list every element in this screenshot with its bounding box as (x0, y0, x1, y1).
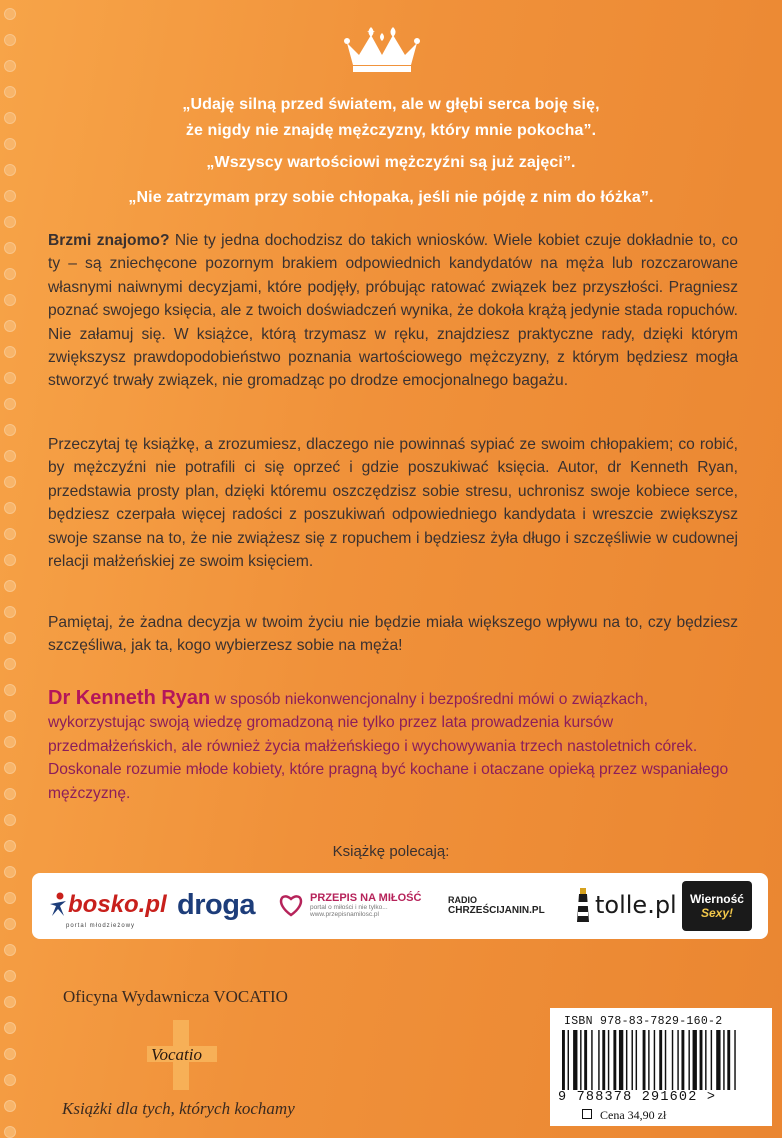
tolle-text: tolle.pl (595, 891, 677, 919)
spiral-dot (4, 892, 16, 904)
barcode-bar (659, 1030, 662, 1090)
spiral-dot (4, 1048, 16, 1060)
spiral-dot (4, 762, 16, 774)
spiral-dot (4, 320, 16, 332)
isbn-number: ISBN 978-83-7829-160-2 (564, 1015, 723, 1028)
spiral-dot (4, 346, 16, 358)
droga-logo (177, 883, 255, 927)
publisher-name: Oficyna Wydawnicza VOCATIO (63, 987, 288, 1006)
barcode-bar (665, 1030, 666, 1090)
spiral-dot (4, 528, 16, 540)
publisher-tagline: Książki dla tych, których kochamy (62, 1099, 295, 1118)
barcode-bar (654, 1030, 655, 1090)
barcode-bar (727, 1030, 730, 1090)
intro-paragraph (48, 229, 738, 393)
isbn-barcode (550, 1008, 772, 1126)
price-checkbox (582, 1109, 592, 1119)
barcode-bar (643, 1030, 646, 1090)
barcode-bar (580, 1030, 581, 1090)
recommend-label: Książkę polecają: (332, 843, 450, 860)
barcode-bars (562, 1030, 750, 1090)
spiral-dot (4, 996, 16, 1008)
spiral-dot (4, 60, 16, 72)
barcode-bar (681, 1030, 684, 1090)
przepis-title: PRZEPIS NA MIŁOŚĆ (310, 892, 422, 904)
spiral-dot (4, 944, 16, 956)
przepis-na-milosc-logo (278, 883, 428, 927)
barcode-bar (672, 1030, 673, 1090)
barcode-bar (573, 1030, 577, 1090)
bosko-logo (48, 883, 167, 927)
barcode-bar (636, 1030, 637, 1090)
bosko-figure-icon (48, 892, 68, 918)
spiral-dot (4, 580, 16, 592)
spiral-dot (4, 606, 16, 618)
radio-bottom-text: CHRZEŚCIJANIN.PL (448, 904, 545, 916)
author-paragraph (48, 687, 738, 805)
barcode-bar (602, 1030, 605, 1090)
barcode-bar (632, 1030, 633, 1090)
quote-line-4: „Nie zatrzymam przy sobie chłopaka, jeśli nie pójdę z nim do łóżka”. (128, 189, 654, 206)
wiernosc-bottom-text: Sexy! (700, 906, 734, 920)
spiral-dot (4, 450, 16, 462)
spiral-dot (4, 554, 16, 566)
spiral-dot (4, 242, 16, 254)
spiral-dot (4, 476, 16, 488)
heart-icon (278, 893, 304, 917)
bosko-text: bosko.pl (68, 891, 167, 918)
spiral-dot (4, 502, 16, 514)
barcode-digits: 9 788378 291602 > (558, 1090, 717, 1105)
barcode-bar (734, 1030, 735, 1090)
barcode-bar (716, 1030, 720, 1090)
paragraph-3: Pamiętaj, że żadna decyzja w twoim życiu nie będzie miała większego wpływu na to, czy będziesz szczęśliwa, jak ta, kogo wybierzesz sobie na męża! (48, 614, 738, 655)
spiral-dot (4, 866, 16, 878)
paragraph-2: Przeczytaj tę książkę, a zrozumiesz, dlaczego nie powinnaś sypiać ze swoim chłopakiem; co robić, by mężczyźni nie potrafili ci się oprzeć i gdzie poszukiwać księcia. Autor, dr Kenneth Ryan, przedstawia prosty plan, dzięki któremu oszczędzisz sobie stresu, uchronisz swoje kobiece serce, będziesz czerpała więcej radości z poszukiwań odpowiedniego kandydata i wreszcie zwiększysz swoje szanse na to, że nie zwiążesz się z ropuchem i będziesz żyła długo i szczęśliwie w cudownej relacji małżeńskiej ze swoim księciem. (48, 436, 738, 571)
quote-line-3: „Wszyscy wartościowi mężczyźni są już zajęci”. (206, 154, 576, 171)
sponsor-logos-strip (32, 873, 768, 939)
author-bio: w sposób niekonwencjonalny i bezpośredni mówi o związkach, wykorzystując swoją wiedzę gromadzoną nie tylko przez lata prowadzenia kursów przedmałżeńskich, ale również życia małżeńskiego i wychowywania trzech nastoletnich córek. Doskonale rozumie młode kobiety, które pragną być kochane i otaczane opieką przez wspaniałego mężczyznę. (48, 691, 729, 802)
spiral-dot (4, 1100, 16, 1112)
barcode-bar (688, 1030, 689, 1090)
barcode-bar (677, 1030, 678, 1090)
spiral-dot (4, 216, 16, 228)
spiral-dot (4, 268, 16, 280)
wiernosc-logo (682, 881, 752, 931)
spiral-dot (4, 788, 16, 800)
author-name: Dr Kenneth Ryan (48, 687, 211, 709)
spiral-dot (4, 632, 16, 644)
spiral-dot (4, 918, 16, 930)
radio-top-text: RADIO (448, 894, 477, 905)
vocatio-logo (147, 1020, 217, 1090)
barcode-bar (626, 1030, 627, 1090)
quote-line-1: „Udaję silną przed światem, ale w głębi serca boję się, (182, 96, 600, 113)
spiral-dot (4, 710, 16, 722)
spiral-dot (4, 658, 16, 670)
barcode-bar (700, 1030, 703, 1090)
vocatio-logo-text: Vocatio (151, 1045, 202, 1064)
barcode-bar (613, 1030, 616, 1090)
intro-lead: Brzmi znajomo? (48, 232, 170, 249)
barcode-bar (591, 1030, 592, 1090)
spiral-dot (4, 970, 16, 982)
wiernosc-top-text: Wierność (690, 892, 744, 906)
barcode-bar (711, 1030, 712, 1090)
spiral-dot (4, 294, 16, 306)
barcode-bar (584, 1030, 587, 1090)
spiral-dot (4, 814, 16, 826)
barcode-bar (598, 1030, 599, 1090)
barcode-bar (723, 1030, 724, 1090)
intro-text: Nie ty jedna dochodzisz do takich wniosków. Wiele kobiet czuje dokładnie to, co ty – są zniechęcone pozornym brakiem odpowiednich kandydatów na męża lub rozczarowane własnymi naiwnymi decyzjami, które podjęły, próbując ratować związek bez przyszłości. Pragniesz poznać swojego księcia, ale z twoich doświadczeń wynika, że dokoła krążą jedynie stada ropuchów. Nie załamuj się. W książce, którą trzymasz w ręku, znajdziesz praktyczne rady, dzięki którym zwiększysz prawdopodobieństwo poznania wartościowego mężczyzny, z którym będziesz mogła stworzyć trwały związek, nie gromadząc po drodze emocjonalnego bagażu. (48, 232, 738, 390)
bosko-subtitle: portal młodzieżowy (66, 923, 136, 929)
barcode-bar (705, 1030, 706, 1090)
quote-line-2: że nigdy nie znajdę mężczyzny, który mnie pokocha”. (185, 122, 597, 139)
spiral-dot (4, 424, 16, 436)
barcode-bar (619, 1030, 623, 1090)
barcode-bar (562, 1030, 565, 1090)
przepis-subtitle: portal o miłości i nie tylko... (310, 904, 388, 911)
radio-chrzescijanin-logo (448, 883, 558, 927)
spiral-dot (4, 684, 16, 696)
barcode-bar (693, 1030, 697, 1090)
barcode-bar (608, 1030, 609, 1090)
spiral-dot (4, 8, 16, 20)
spiral-dot (4, 34, 16, 46)
spiral-dot (4, 372, 16, 384)
spiral-dot (4, 1126, 16, 1138)
spiral-dot (4, 1074, 16, 1086)
barcode-bar (568, 1030, 569, 1090)
przepis-url: www.przepisnamilosc.pl (310, 911, 379, 918)
spiral-dot (4, 736, 16, 748)
lighthouse-icon (575, 886, 591, 924)
price-label: Cena 34,90 zł (600, 1108, 667, 1122)
droga-text: droga (177, 888, 256, 921)
barcode-bar (648, 1030, 649, 1090)
spiral-dot (4, 398, 16, 410)
tolle-logo (575, 883, 677, 927)
crown-icon (343, 25, 421, 73)
spiral-dot (4, 1022, 16, 1034)
